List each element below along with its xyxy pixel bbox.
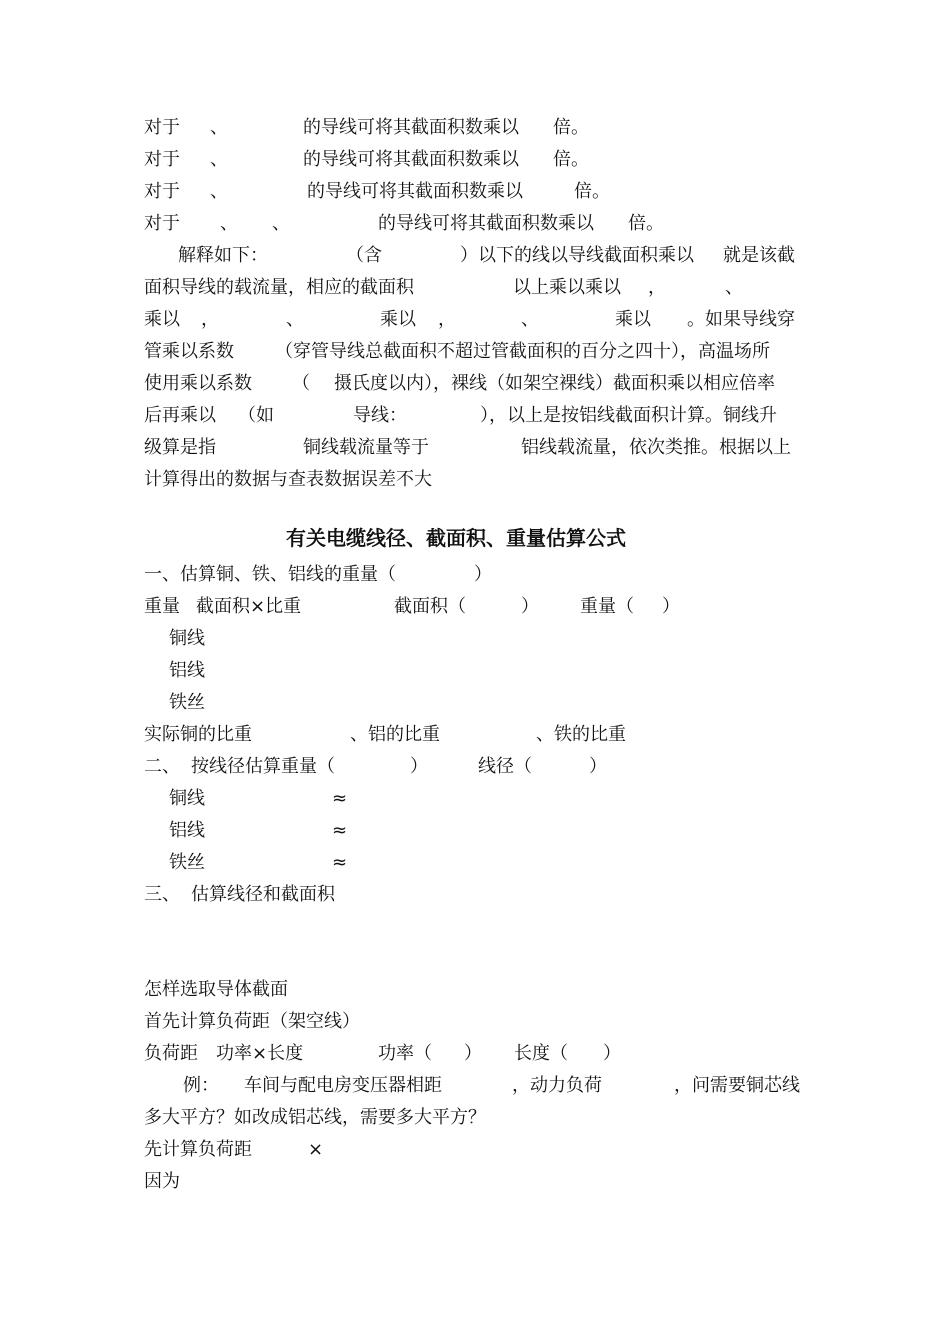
weight-formula	[0, 591, 950, 623]
explain-text: 导线：	[353, 405, 407, 426]
example-line	[0, 1070, 950, 1102]
section4-title-text: 怎样选取导体截面	[144, 979, 288, 1000]
rule-text: 的导线可将其截面积数乘以	[307, 181, 523, 202]
calc-text: 先计算负荷距	[144, 1139, 252, 1160]
rule-text: 对于	[144, 213, 180, 234]
load-distance-line	[0, 1006, 950, 1038]
material-name: 铝线	[169, 660, 205, 681]
explain-text: ），以上是按铝线截面积计算。铜线升	[480, 405, 777, 426]
because-text: 因为	[144, 1171, 180, 1192]
section2-title-text: 线径（	[478, 756, 532, 777]
explain-text: ）以下的线以导线截面积乘以	[460, 245, 694, 266]
section2-title-text: ）	[410, 756, 428, 777]
explain-text: ，	[201, 309, 219, 330]
explain-text: 铜线载流量等于	[303, 437, 429, 458]
explain-text: 解释如下：	[178, 245, 268, 266]
explain-line	[0, 368, 950, 400]
explain-text: 管乘以系数	[144, 341, 234, 362]
material-item	[0, 655, 950, 687]
rule-text: 的导线可将其截面积数乘以	[303, 117, 519, 138]
section-heading	[0, 522, 950, 554]
section3-title	[0, 879, 950, 911]
example-text: ，动力负荷	[512, 1075, 602, 1096]
rule-text: 的导线可将其截面积数乘以	[303, 149, 519, 170]
rule-text: 、	[220, 213, 238, 234]
explain-text: （	[292, 373, 310, 394]
because-line	[0, 1166, 950, 1198]
formula-text: 截面积（	[394, 596, 466, 617]
explain-text: 面积导线的载流量，相应的截面积	[144, 277, 414, 298]
material-name: 铜线	[169, 788, 205, 809]
rule-text: 对于	[144, 181, 180, 202]
rule-text: 、	[272, 213, 290, 234]
explain-text: 。如果导线穿	[687, 309, 795, 330]
rule-line	[0, 208, 950, 240]
explain-line	[0, 240, 950, 272]
formula-text: ）	[464, 1043, 482, 1064]
approx-sign: ≈	[332, 852, 348, 873]
formula-text: 长度（	[514, 1043, 568, 1064]
formula-text: 负荷距	[144, 1043, 198, 1064]
section4-title	[0, 974, 950, 1006]
calc-text: ×	[308, 1139, 324, 1160]
rule-text: 倍。	[553, 117, 589, 138]
density-line	[0, 719, 950, 751]
explain-text: 就是该截	[723, 245, 795, 266]
rule-text: 、	[210, 181, 228, 202]
formula-text: ）	[662, 596, 680, 617]
explain-text: 后再乘以	[144, 405, 216, 426]
explain-text: 乘以	[144, 309, 180, 330]
section1-title-text: 一、估算铜、铁、铝线的重量（	[144, 564, 396, 585]
explain-text: ，	[648, 277, 666, 298]
formula-text: ）	[603, 1043, 621, 1064]
density-text: 、铁的比重	[536, 724, 626, 745]
explain-text: 、	[286, 309, 304, 330]
explain-text: ，	[438, 309, 456, 330]
approx-sign: ≈	[332, 788, 348, 809]
material-name: 铁丝	[169, 692, 205, 713]
rule-text: 倍。	[553, 149, 589, 170]
material-item	[0, 623, 950, 655]
section2-title-text: ）	[589, 756, 607, 777]
example-line	[0, 1102, 950, 1134]
rule-text: 对于	[144, 149, 180, 170]
rule-text: 对于	[144, 117, 180, 138]
density-text: 实际铜的比重	[144, 724, 252, 745]
explain-text: 以上乘以乘以	[513, 277, 621, 298]
explain-text: （如	[238, 405, 274, 426]
section1-title-text: ）	[474, 564, 492, 585]
rule-line	[0, 144, 950, 176]
rule-line	[0, 176, 950, 208]
density-text: 、铝的比重	[350, 724, 440, 745]
explain-text: 级算是指	[144, 437, 216, 458]
calc-line	[0, 1134, 950, 1166]
formula-text: 功率（	[378, 1043, 432, 1064]
diameter-item	[0, 783, 950, 815]
explain-line	[0, 336, 950, 368]
section3-title-text: 估算线径和截面积	[191, 884, 335, 905]
load-distance-text: 首先计算负荷距（架空线）	[144, 1011, 360, 1032]
explain-line	[0, 432, 950, 464]
explain-line	[0, 304, 950, 336]
explain-text: （穿管导线总截面积不超过管截面积的百分之四十），高温场所	[275, 341, 770, 362]
example-text: 车间与配电房变压器相距	[244, 1075, 442, 1096]
section2-title-text: 按线径估算重量（	[191, 756, 335, 777]
formula-text: 截面积×比重	[196, 596, 302, 617]
diameter-item	[0, 815, 950, 847]
formula-text: ）	[521, 596, 539, 617]
explain-text: 摄氏度以内），裸线（如架空裸线）截面积乘以相应倍率	[334, 373, 775, 394]
rule-text: 、	[210, 149, 228, 170]
explain-line	[0, 464, 950, 496]
rule-text: 的导线可将其截面积数乘以	[378, 213, 594, 234]
rule-text: 、	[210, 117, 228, 138]
formula-text: 重量（	[580, 596, 634, 617]
diameter-item	[0, 847, 950, 879]
example-text: 多大平方？如改成铝芯线，需要多大平方？	[144, 1107, 486, 1128]
material-name: 铜线	[169, 628, 205, 649]
explain-text: 乘以	[380, 309, 416, 330]
load-distance-formula	[0, 1038, 950, 1070]
explain-text: 、	[725, 277, 743, 298]
material-name: 铁丝	[169, 852, 205, 873]
explain-line	[0, 400, 950, 432]
section2-title-text: 二、	[144, 756, 180, 777]
explain-text: 计算得出的数据与查表数据误差不大	[144, 469, 432, 490]
section2-title	[0, 751, 950, 783]
explain-text: 使用乘以系数	[144, 373, 252, 394]
explain-text: 铝线载流量，依次类推。根据以上	[521, 437, 791, 458]
section3-title-text: 三、	[144, 884, 180, 905]
section1-title	[0, 559, 950, 591]
example-text: ，问需要铜芯线	[674, 1075, 800, 1096]
rule-line	[0, 112, 950, 144]
explain-text: （含	[346, 245, 382, 266]
explain-text: 乘以	[615, 309, 651, 330]
explain-text: 、	[521, 309, 539, 330]
rule-text: 倍。	[574, 181, 610, 202]
formula-text: 功率×长度	[216, 1043, 304, 1064]
material-item	[0, 687, 950, 719]
example-text: 例：	[183, 1075, 219, 1096]
heading-text: 有关电缆线径、截面积、重量估算公式	[286, 526, 626, 550]
explain-line	[0, 272, 950, 304]
approx-sign: ≈	[332, 820, 348, 841]
rule-text: 倍。	[628, 213, 664, 234]
formula-text: 重量	[144, 596, 180, 617]
material-name: 铝线	[169, 820, 205, 841]
